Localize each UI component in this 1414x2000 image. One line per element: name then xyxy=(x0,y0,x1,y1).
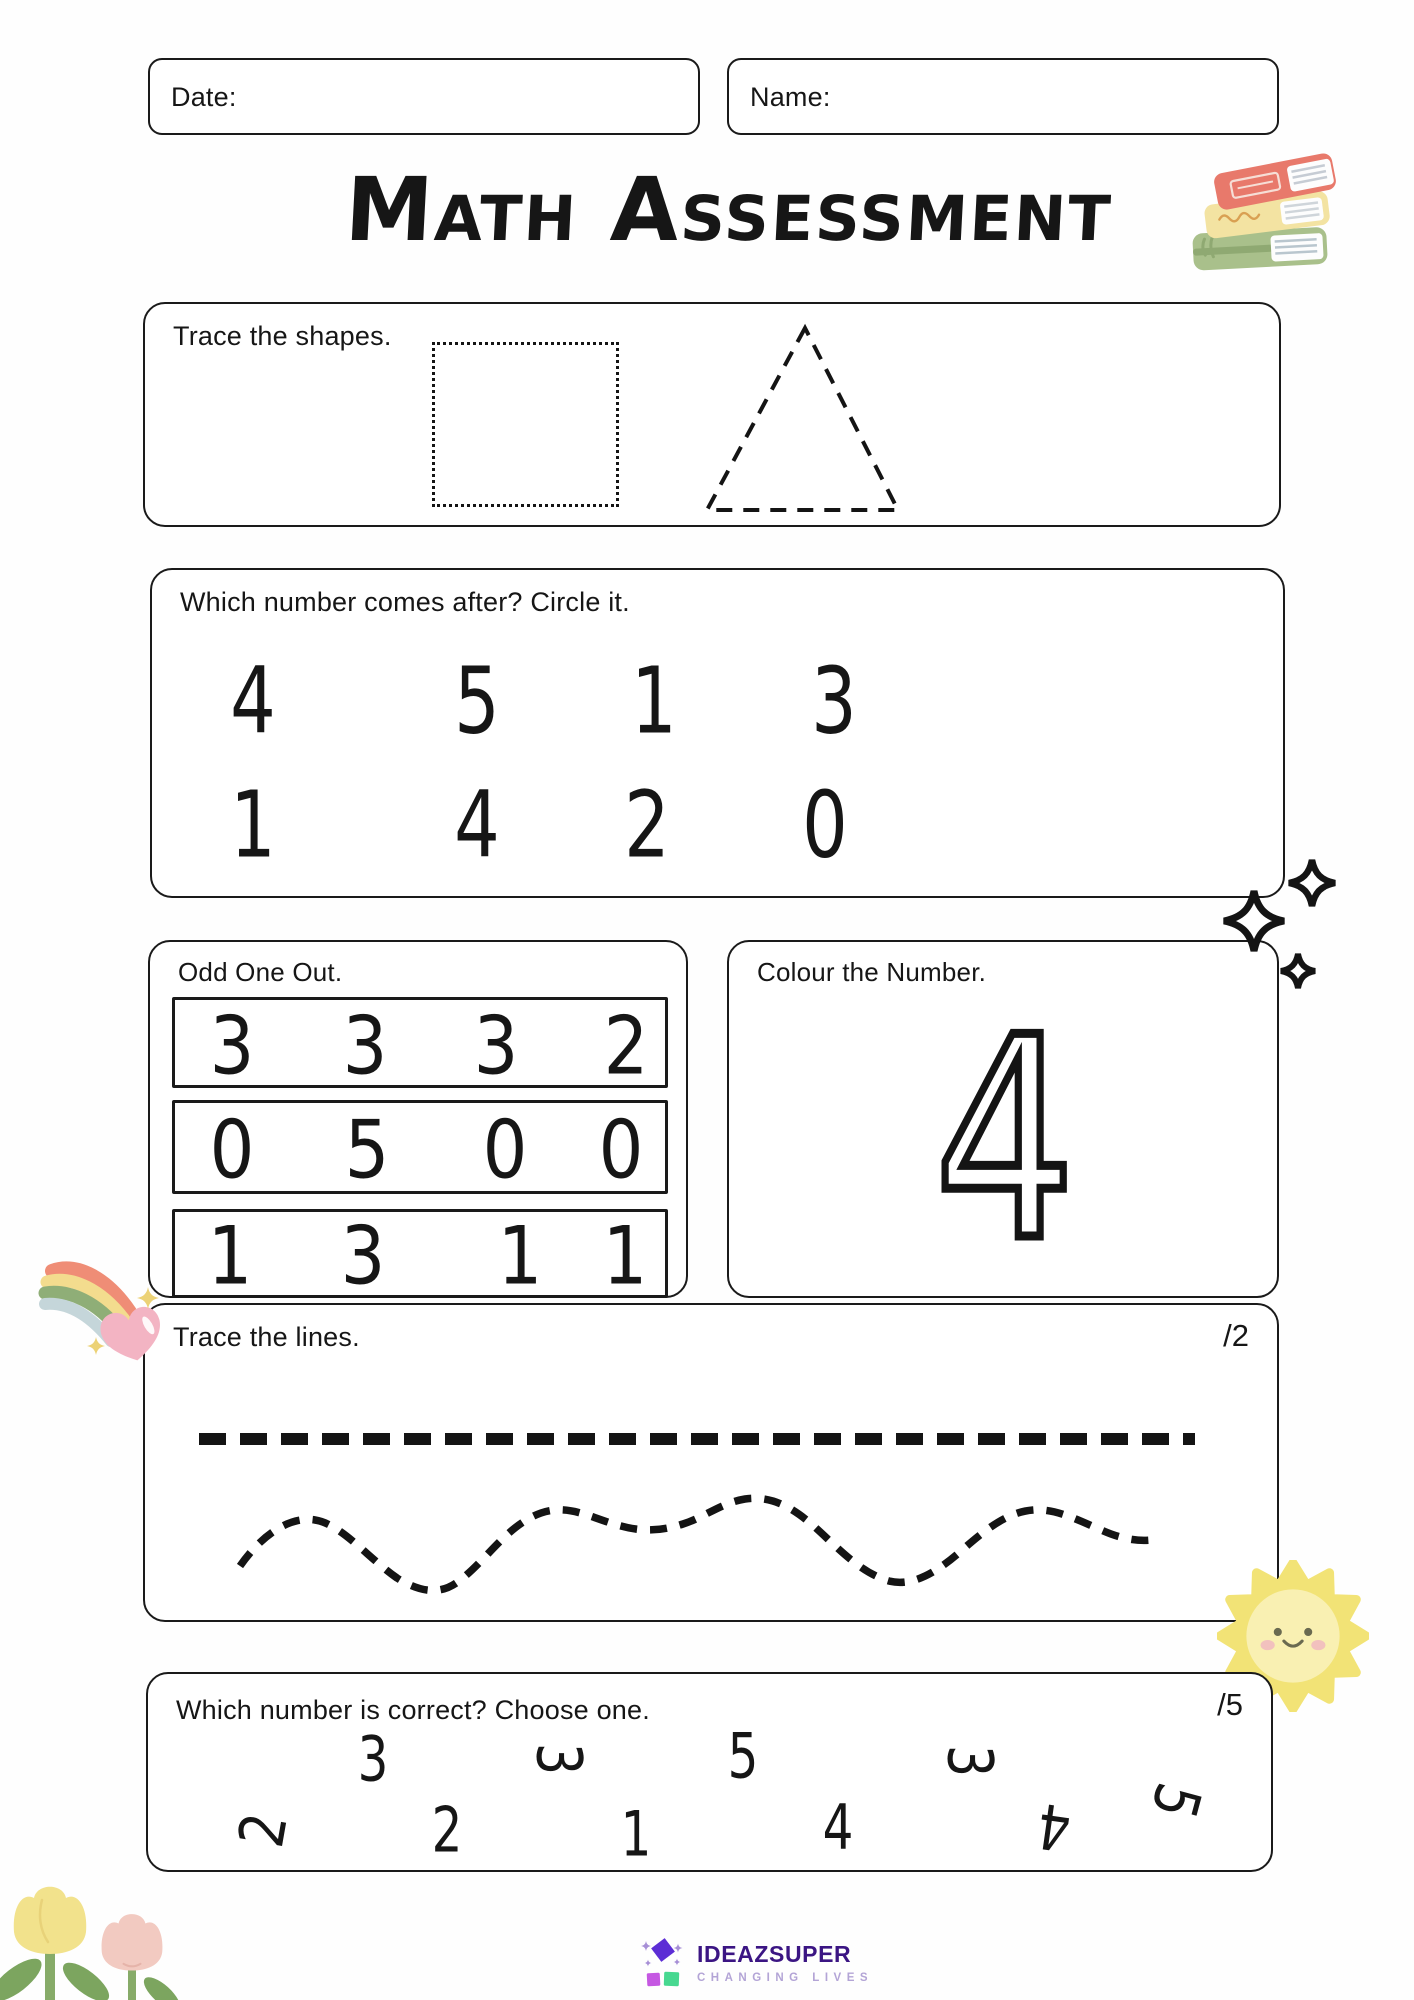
number-option[interactable]: 1 xyxy=(230,771,276,879)
number-option[interactable]: 3 xyxy=(473,999,519,1093)
odd-one-out-row xyxy=(172,1209,668,1303)
number-option[interactable]: 1 xyxy=(602,1209,648,1303)
trace-lines-canvas[interactable] xyxy=(145,1305,1276,1619)
number-option[interactable]: 5 xyxy=(727,1719,759,1793)
number-option-rotated[interactable]: 2 xyxy=(224,1807,302,1853)
brand-footer xyxy=(638,1936,873,1988)
odd-one-out-row xyxy=(172,1100,668,1197)
number-option[interactable]: 0 xyxy=(598,1103,644,1197)
number-option[interactable]: 4 xyxy=(454,771,500,879)
number-option[interactable]: 1 xyxy=(631,647,677,755)
section-correct-number xyxy=(146,1672,1273,1872)
outline-number[interactable] xyxy=(785,968,1225,1288)
section-number-after xyxy=(150,568,1285,898)
svg-text:4: 4 xyxy=(934,978,1076,1288)
dashed-triangle-shape[interactable] xyxy=(697,318,912,520)
section-trace-lines xyxy=(143,1303,1279,1622)
score-badge: /5 xyxy=(1217,1687,1243,1722)
number-option-rotated[interactable]: 3 xyxy=(522,1742,596,1776)
number-option[interactable]: 4 xyxy=(822,1790,854,1864)
number-option[interactable]: 5 xyxy=(454,647,500,755)
number-option[interactable]: 5 xyxy=(344,1103,390,1197)
number-option[interactable]: 1 xyxy=(620,1797,652,1871)
number-option[interactable]: 3 xyxy=(342,999,388,1093)
number-option[interactable]: 3 xyxy=(340,1209,386,1303)
rainbow-heart-icon xyxy=(22,1258,212,1443)
number-option[interactable]: 1 xyxy=(497,1209,543,1303)
books-stack-icon xyxy=(1175,148,1355,283)
number-option[interactable]: 1 xyxy=(207,1209,253,1303)
section-odd-one-out xyxy=(148,940,688,1303)
section-title: Which number comes after? Circle it. xyxy=(180,587,630,617)
brand-name: IDEAZSUPER xyxy=(697,1940,852,1967)
number-option[interactable]: 3 xyxy=(357,1722,389,1796)
number-option[interactable]: 4 xyxy=(230,647,276,755)
brand-logo-icon xyxy=(638,1936,684,1988)
number-option[interactable]: 3 xyxy=(811,647,857,755)
number-option[interactable]: 0 xyxy=(802,771,848,879)
section-title: Trace the lines. xyxy=(173,1322,360,1352)
score-badge: /2 xyxy=(1223,1318,1249,1353)
date-label: Date: xyxy=(171,82,237,112)
section-title: Trace the shapes. xyxy=(173,321,392,351)
tulip-flowers-icon xyxy=(0,1828,250,2000)
odd-one-out-row xyxy=(172,997,668,1093)
number-option[interactable]: 0 xyxy=(209,1103,255,1197)
section-colour-number xyxy=(727,940,1279,1298)
page-title: Math Assessment xyxy=(342,158,1116,261)
section-title: Odd One Out. xyxy=(178,957,343,987)
name-label: Name: xyxy=(750,82,831,112)
name-field[interactable] xyxy=(727,58,1279,135)
section-title: Which number is correct? Choose one. xyxy=(176,1695,650,1725)
number-option[interactable]: 2 xyxy=(603,999,649,1093)
number-option[interactable]: 2 xyxy=(431,1793,463,1867)
number-option-rotated[interactable]: 5 xyxy=(1136,1775,1216,1827)
number-option[interactable]: 0 xyxy=(482,1103,528,1197)
sparkle-stars-icon xyxy=(1222,853,1352,1013)
brand-tagline: CHANGING LIVES xyxy=(697,1971,874,1984)
section-trace-shapes xyxy=(143,302,1281,527)
section-title: Colour the Number. xyxy=(757,957,987,987)
dotted-square-shape[interactable] xyxy=(432,342,619,507)
number-option-rotated[interactable]: 4 xyxy=(1032,1788,1076,1866)
number-option[interactable]: 3 xyxy=(209,999,255,1093)
number-option[interactable]: 2 xyxy=(624,771,670,879)
number-option-rotated[interactable]: 3 xyxy=(933,1744,1007,1778)
brand-text-block xyxy=(697,1941,873,1984)
date-field[interactable] xyxy=(148,58,700,135)
